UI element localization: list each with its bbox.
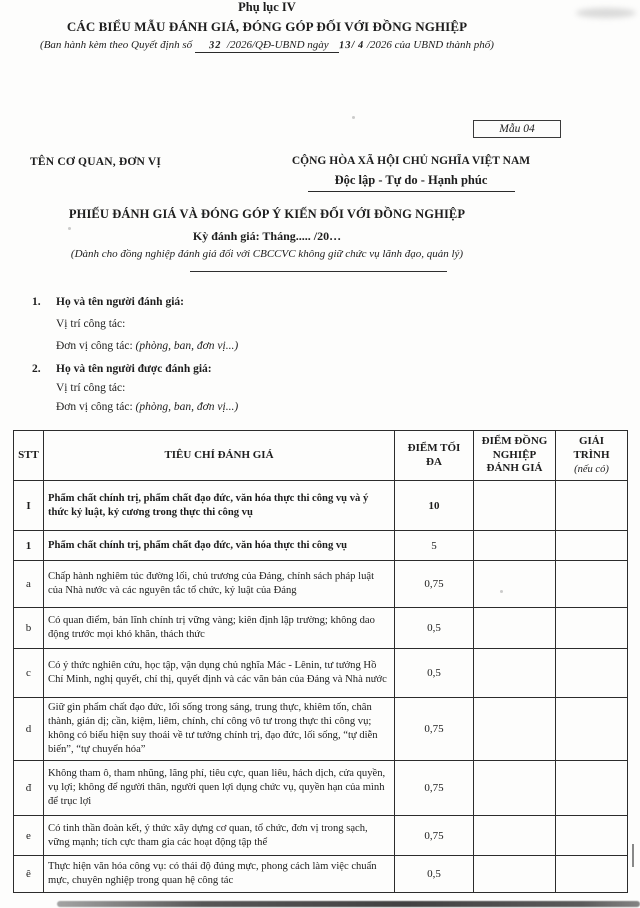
peer-score-cell (474, 531, 556, 561)
header-explanation (556, 431, 628, 481)
row-criteria: Có ý thức nghiên cứu, học tập, vận dụng chủ nghĩa Mác - Lênin, tư tưởng Hồ Chí Minh, nghị quyết, chỉ thị, quyết định và các văn bản của Đảng và Nhà nước (44, 649, 395, 698)
peer-score-cell (474, 761, 556, 816)
row-max-score: 0,5 (395, 608, 474, 649)
national-motto: Độc lập - Tự do - Hạnh phúc (334, 172, 488, 187)
table-header-row (14, 431, 628, 481)
table-row (14, 608, 628, 649)
header-max-score: ĐIỂM TỐI ĐA (395, 431, 474, 481)
table-row (14, 481, 628, 531)
row-max-score: 0,5 (395, 649, 474, 698)
explanation-cell (556, 531, 628, 561)
row-max-score: 0,5 (395, 856, 474, 893)
evaluatee-position-line (56, 382, 125, 394)
row-stt: d (14, 698, 44, 761)
motto-underline (308, 190, 515, 192)
header-stt: STT (14, 431, 44, 481)
peer-score-cell (474, 608, 556, 649)
row-stt: c (14, 649, 44, 698)
row-max-score: 0,75 (395, 698, 474, 761)
table-row (14, 561, 628, 608)
scan-speck (68, 227, 71, 230)
evaluatee-position-label: Vị trí công tác: (56, 382, 126, 394)
header-criteria: TIÊU CHÍ ĐÁNH GIÁ (44, 431, 395, 481)
evaluator-position-line (56, 318, 125, 330)
scan-artifact-bottom-smudge (57, 901, 640, 907)
row-stt: 1 (14, 531, 44, 561)
evaluatee-unit-hint: (phòng, ban, đơn vị...) (135, 401, 239, 413)
evaluator-name-label: Họ và tên người đánh giá: (56, 296, 184, 308)
appendix-header (0, 0, 534, 53)
explanation-cell (556, 761, 628, 816)
handwritten-day: 13/ (338, 39, 356, 51)
evaluatee-name-label: Họ và tên người được đánh giá: (56, 363, 212, 375)
form-title: PHIẾU ĐÁNH GIÁ VÀ ĐÓNG GÓP Ý KIẾN ĐỐI VỚI ĐỒNG NGHIỆP (68, 207, 466, 221)
explanation-cell (556, 561, 628, 608)
row-max-score: 0,75 (395, 561, 474, 608)
row-criteria: Có tinh thần đoàn kết, ý thức xây dựng cơ quan, tổ chức, đơn vị trong sạch, vững mạnh; tích cực tham gia các hoạt động tập thể (44, 816, 395, 856)
peer-score-cell (474, 561, 556, 608)
evaluation-period: Kỳ đánh giá: Tháng..... /20… (192, 229, 342, 243)
row-criteria: Có quan điểm, bản lĩnh chính trị vững vàng; kiên định lập trường; không dao động trước mọi khó khăn, thách thức (44, 608, 395, 649)
header-explanation-note: (nếu có) (574, 463, 609, 475)
explanation-cell (556, 481, 628, 531)
row-stt: ê (14, 856, 44, 893)
issuance-suffix: /2026 của UBND thành phố) (366, 38, 494, 51)
row-stt: e (14, 816, 44, 856)
agency-name: TÊN CƠ QUAN, ĐƠN VỊ (30, 156, 162, 168)
issuance-line (0, 39, 534, 53)
peer-score-cell (474, 698, 556, 761)
national-title: CỘNG HÒA XÃ HỘI CHỦ NGHĨA VIỆT NAM (291, 155, 531, 167)
header-explanation-label: GIẢI TRÌNH (573, 435, 610, 461)
evaluator-position-label: Vị trí công tác: (56, 318, 126, 330)
row-stt: b (14, 608, 44, 649)
form-title-block (0, 207, 534, 260)
row-criteria: Chấp hành nghiêm túc đường lối, chủ trương của Đảng, chính sách pháp luật của Nhà nước và các nguyên tắc tổ chức, kỷ luật của Đảng (44, 561, 395, 608)
header-peer-score: ĐIỂM ĐỒNG NGHIỆP ĐÁNH GIÁ (474, 431, 556, 481)
row-max-score: 10 (395, 481, 474, 531)
item-number: 2. (32, 363, 41, 375)
explanation-cell (556, 649, 628, 698)
table-row (14, 698, 628, 761)
decision-number-segment (195, 39, 339, 53)
table-row (14, 856, 628, 893)
row-stt: I (14, 481, 44, 531)
peer-score-cell (474, 816, 556, 856)
explanation-cell (556, 608, 628, 649)
scan-speck (352, 116, 355, 119)
evaluatee-unit-label: Đơn vị công tác: (56, 401, 133, 413)
appendix-number: Phụ lục IV (238, 0, 296, 14)
table-row (14, 531, 628, 561)
row-stt: đ (14, 761, 44, 816)
subtitle-underline (190, 270, 447, 272)
evaluatee-unit-line (56, 401, 238, 413)
row-max-score: 5 (395, 531, 474, 561)
evaluator-unit-line (56, 340, 238, 352)
row-stt: a (14, 561, 44, 608)
table-row (14, 761, 628, 816)
issuance-mid: /2026/QĐ-UBND ngày (226, 38, 329, 51)
national-header (276, 154, 546, 192)
evaluatee-name-line (32, 363, 212, 375)
evaluator-unit-hint: (phòng, ban, đơn vị...) (135, 340, 239, 352)
explanation-cell (556, 856, 628, 893)
scan-speck (500, 590, 503, 593)
explanation-cell (556, 698, 628, 761)
table-row (14, 816, 628, 856)
scan-artifact-right-tick (632, 844, 634, 867)
table-row (14, 649, 628, 698)
peer-score-cell (474, 481, 556, 531)
row-max-score: 0,75 (395, 761, 474, 816)
row-max-score: 0,75 (395, 816, 474, 856)
handwritten-month: 4 (357, 39, 365, 51)
document-title: CÁC BIỂU MẪU ĐÁNH GIÁ, ĐÓNG GÓP ĐỐI VỚI ĐỒNG NGHIỆP (66, 19, 468, 34)
form-subtitle: (Dành cho đồng nghiệp đánh giá đối với CBCCVC không giữ chức vụ lãnh đạo, quản lý) (70, 248, 464, 260)
evaluator-name-line (32, 296, 184, 308)
row-criteria: Không tham ô, tham nhũng, lãng phí, tiêu cực, quan liêu, hách dịch, cửa quyền, vụ lợi; không để người thân, người quen lợi dụng chức vụ, quyền hạn của mình để trục lợi (44, 761, 395, 816)
handwritten-decision-number: 32 (208, 39, 222, 51)
issuance-prefix: (Ban hành kèm theo Quyết định số (40, 38, 193, 51)
row-criteria: Phẩm chất chính trị, phẩm chất đạo đức, văn hóa thực thi công vụ (44, 531, 395, 561)
row-criteria: Phẩm chất chính trị, phẩm chất đạo đức, văn hóa thực thi công vụ và ý thức kỷ luật, kỷ cương trong thực thi công vụ (44, 481, 395, 531)
form-number-box: Mẫu 04 (473, 120, 561, 138)
evaluation-table (13, 430, 628, 893)
scan-artifact-top-smudge (576, 8, 636, 18)
evaluator-unit-label: Đơn vị công tác: (56, 340, 133, 352)
row-criteria: Giữ gìn phẩm chất đạo đức, lối sống trong sáng, trung thực, khiêm tốn, chân thành, giản dị; cần, kiệm, liêm, chính, chí công vô tư trong thực thi công vụ; không có biểu hiện suy thoái về tư tưởng chính trị, đạo đức, lối sống, “tự diễn biến”, “tự chuyển hóa” (44, 698, 395, 761)
item-number: 1. (32, 296, 41, 308)
explanation-cell (556, 816, 628, 856)
row-criteria: Thực hiện văn hóa công vụ: có thái độ đúng mực, phong cách làm việc chuẩn mực, chuyên nghiệp trong quan hệ công tác (44, 856, 395, 893)
peer-score-cell (474, 649, 556, 698)
peer-score-cell (474, 856, 556, 893)
